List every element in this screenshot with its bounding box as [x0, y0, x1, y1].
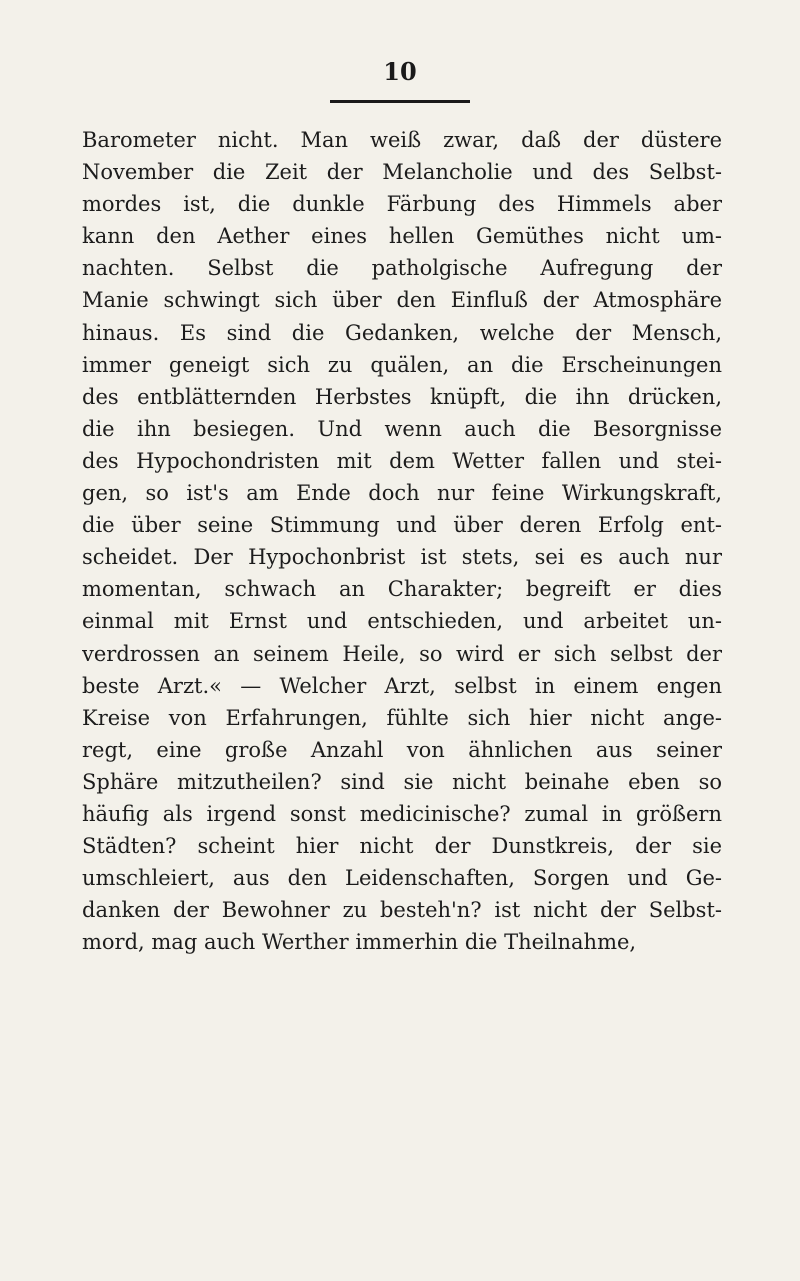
text-line: momentan, schwach an Charakter; begreift er dies: [82, 577, 722, 602]
text-line: einmal mit Ernst und entschieden, und arbeitet un-: [82, 609, 722, 634]
body-text: [82, 124, 722, 958]
text-line: immer geneigt sich zu quälen, an die Erscheinungen: [82, 352, 722, 377]
text-line: Sphäre mitzutheilen? sind sie nicht beinahe eben so: [82, 769, 722, 794]
text-line: Manie schwingt sich über den Einfluß der Atmosphäre: [82, 288, 722, 313]
text-line: die ihn besiegen. Und wenn auch die Besorgnisse: [82, 416, 722, 441]
text-line: November die Zeit der Melancholie und des Selbst-: [82, 160, 722, 185]
text-line: beste Arzt.« — Welcher Arzt, selbst in einem engen: [82, 673, 722, 698]
text-line: des Hypochondristen mit dem Wetter fallen und stei-: [82, 448, 722, 473]
header-rule: [330, 100, 470, 103]
text-line: regt, eine große Anzahl von ähnlichen aus seiner: [82, 737, 722, 762]
page-number: 10: [383, 57, 417, 86]
text-line: umschleiert, aus den Leidenschaften, Sorgen und Ge-: [82, 866, 722, 891]
text-line: mordes ist, die dunkle Färbung des Himmels aber: [82, 192, 722, 217]
text-line: Städten? scheint hier nicht der Dunstkreis, der sie: [82, 834, 722, 859]
text-line: die über seine Stimmung und über deren Erfolg ent-: [82, 513, 722, 538]
text-line: hinaus. Es sind die Gedanken, welche der Mensch,: [82, 320, 722, 345]
text-line: nachten. Selbst die patholgische Aufregung der: [82, 256, 722, 281]
text-line: verdrossen an seinem Heile, so wird er sich selbst der: [82, 641, 722, 666]
text-line: häufig als irgend sonst medicinische? zumal in größern: [82, 801, 722, 826]
text-line: scheidet. Der Hypochonbrist ist stets, sei es auch nur: [82, 545, 722, 570]
text-line: gen, so ist's am Ende doch nur feine Wirkungskraft,: [82, 481, 722, 506]
text-line: danken der Bewohner zu besteh'n? ist nicht der Selbst-: [82, 898, 722, 923]
text-line: des entblätternden Herbstes knüpft, die ihn drücken,: [82, 384, 722, 409]
text-line: Barometer nicht. Man weiß zwar, daß der düstere: [82, 128, 722, 152]
text-line: kann den Aether eines hellen Gemüthes nicht um-: [82, 224, 722, 249]
text-line: mord, mag auch Werther immerhin die Theilnahme,: [82, 930, 637, 955]
text-line: Kreise von Erfahrungen, fühlte sich hier nicht ange-: [82, 705, 722, 730]
